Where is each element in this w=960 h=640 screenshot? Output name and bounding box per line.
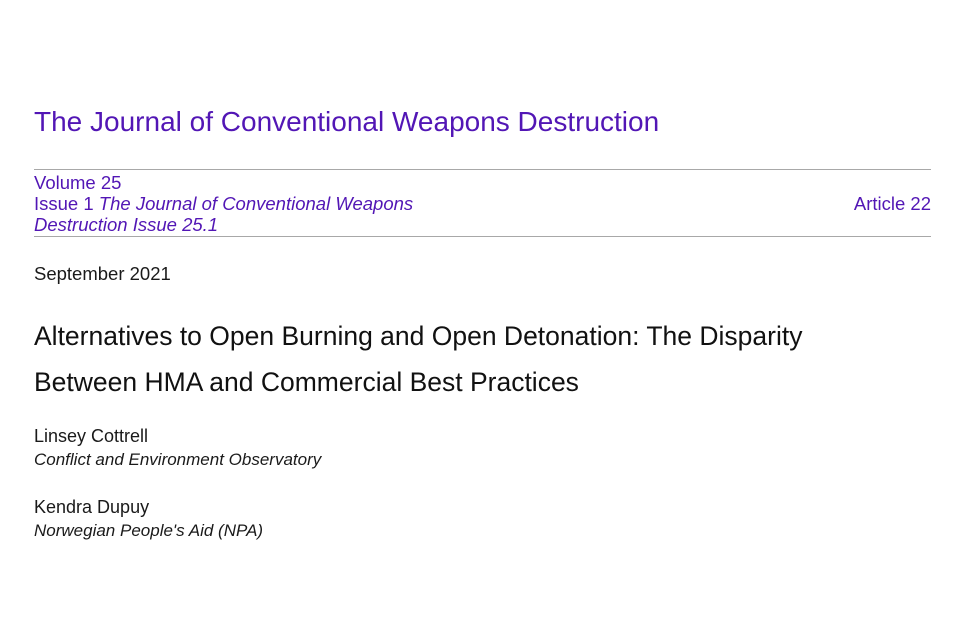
- publication-date: September 2021: [34, 263, 171, 284]
- issue-metadata: [34, 172, 494, 235]
- header-divider-top: [34, 169, 931, 170]
- article-title: [34, 313, 934, 405]
- author-block: [34, 424, 321, 472]
- issue-title[interactable]: The Journal of Conventional Weapons Destruction Issue 25.1: [34, 193, 414, 235]
- article-title-line-1: Alternatives to Open Burning and Open Detonation: The Disparity: [34, 321, 803, 351]
- author-affiliation: Norwegian People's Aid (NPA): [34, 521, 264, 540]
- header-divider-bottom: [34, 236, 931, 237]
- article-title-line-2: Between HMA and Commercial Best Practices: [34, 367, 579, 397]
- issue-line[interactable]: [34, 193, 494, 235]
- issue-number[interactable]: Issue 1: [34, 193, 99, 214]
- article-number[interactable]: Article 22: [853, 193, 931, 214]
- journal-title[interactable]: The Journal of Conventional Weapons Destruction: [34, 106, 660, 137]
- author-name: Kendra Dupuy: [34, 497, 150, 517]
- author-block: [34, 495, 263, 543]
- author-affiliation: Conflict and Environment Observatory: [34, 450, 322, 469]
- volume-link[interactable]: Volume 25: [34, 172, 122, 193]
- author-name: Linsey Cottrell: [34, 426, 149, 446]
